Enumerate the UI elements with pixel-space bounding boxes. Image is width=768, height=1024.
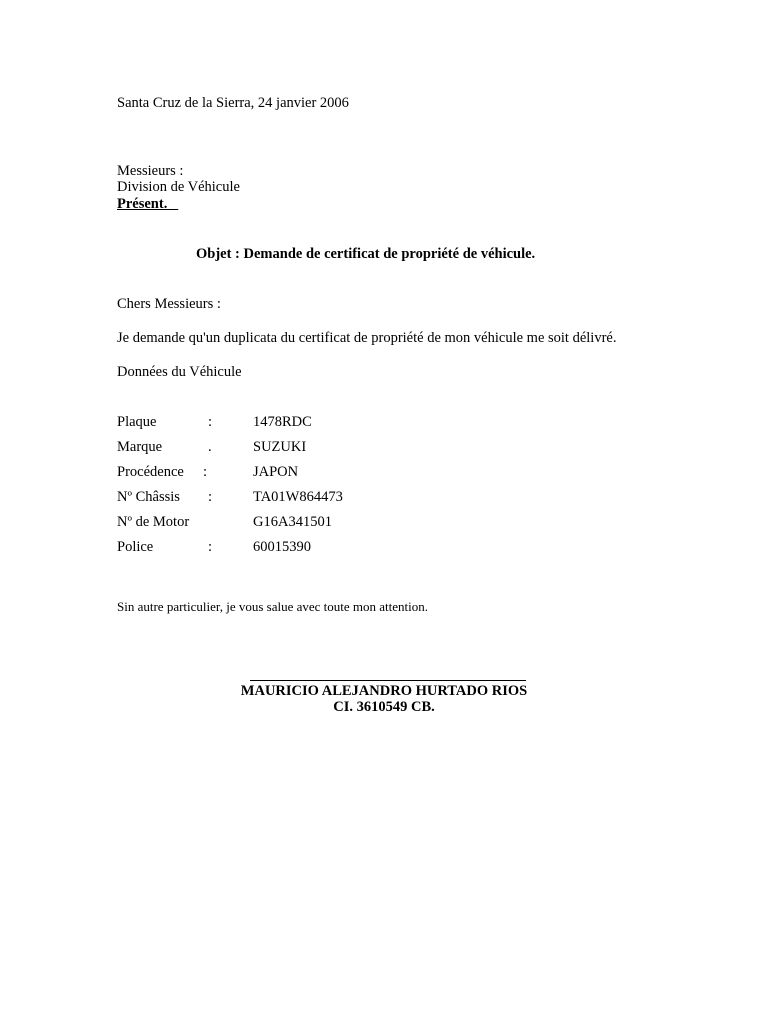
row-separator: : bbox=[208, 414, 213, 430]
data-heading: Données du Véhicule bbox=[117, 364, 242, 380]
row-separator: : bbox=[203, 464, 208, 480]
row-value: 1478RDC bbox=[253, 414, 312, 430]
row-label: Nº de Motor bbox=[117, 514, 190, 530]
row-value: SUZUKI bbox=[253, 439, 307, 455]
row-separator: : bbox=[208, 539, 213, 555]
signature-line bbox=[250, 680, 526, 681]
row-separator: : bbox=[208, 489, 213, 505]
row-value: 60015390 bbox=[253, 539, 311, 555]
body-paragraph: Je demande qu'un duplicata du certificat de propriété de mon véhicule me soit délivré. bbox=[117, 330, 617, 346]
row-separator: . bbox=[208, 439, 212, 455]
row-label: Police bbox=[117, 539, 154, 555]
salutation: Chers Messieurs : bbox=[117, 296, 221, 312]
row-value: JAPON bbox=[253, 464, 299, 480]
row-label: Marque bbox=[117, 439, 163, 455]
recipient-line-1: Messieurs : bbox=[117, 163, 184, 179]
signer-id: CI. 3610549 CB. bbox=[333, 699, 435, 715]
closing-line: Sin autre particulier, je vous salue avec toute mon attention. bbox=[117, 599, 429, 614]
date-line: Santa Cruz de la Sierra, 24 janvier 2006 bbox=[117, 95, 349, 111]
recipient-line-3: Présent. bbox=[117, 196, 179, 212]
recipient-line-2: Division de Véhicule bbox=[117, 179, 240, 195]
row-value: G16A341501 bbox=[253, 514, 332, 530]
row-label: Plaque bbox=[117, 414, 157, 430]
subject-line: Objet : Demande de certificat de propriété de véhicule. bbox=[196, 246, 536, 262]
row-value: TA01W864473 bbox=[253, 489, 343, 505]
signer-name: MAURICIO ALEJANDRO HURTADO RIOS bbox=[240, 683, 528, 699]
row-label: Procédence bbox=[117, 464, 184, 480]
row-label: Nº Châssis bbox=[117, 489, 180, 505]
